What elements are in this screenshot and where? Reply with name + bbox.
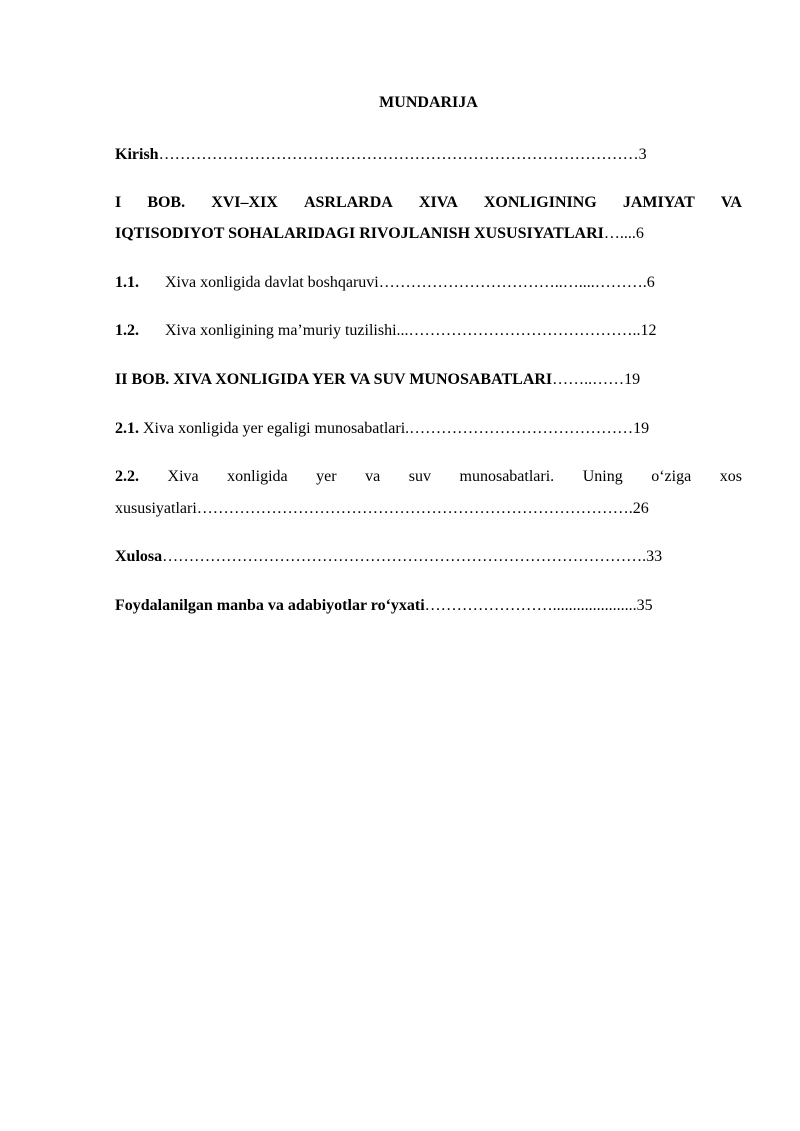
toc-section-number: 1.1. — [115, 274, 139, 291]
toc-word: BOB. — [147, 194, 186, 211]
toc-leader: ………………………………………………………………………. — [196, 500, 633, 517]
toc-entry-2-2-line1[interactable] — [115, 467, 742, 487]
toc-word: XIVA — [418, 194, 458, 211]
toc-leader: ……..…… — [552, 371, 625, 388]
toc-word: ASRLARDA — [303, 194, 393, 211]
toc-page-number: 33 — [646, 548, 663, 565]
toc-label: xususiyatlari — [115, 500, 197, 517]
toc-word: I — [115, 194, 122, 211]
toc-page-number: 6 — [635, 225, 644, 242]
toc-section-number: 1.2. — [115, 322, 139, 339]
toc-word: Xiva — [167, 468, 199, 485]
toc-label: II BOB. XIVA XONLIGIDA YER VA SUV MUNOSABATLARI — [115, 371, 553, 388]
toc-entry-2-1[interactable] — [115, 419, 742, 439]
toc-word: munosabatlari. — [459, 468, 555, 485]
page-title: MUNDARIJA — [379, 94, 478, 111]
toc-word: XONLIGINING — [483, 194, 597, 211]
toc-page-number: 6 — [646, 274, 655, 291]
toc-leader: ….... — [603, 225, 636, 242]
toc-word: xonligida — [227, 468, 288, 485]
toc-word: xos — [719, 468, 742, 485]
toc-entry-2-2-line2[interactable] — [115, 499, 742, 519]
toc-section-number: 2.1. — [115, 420, 139, 437]
toc-word: yer — [316, 468, 337, 485]
toc-word: Uning — [582, 468, 623, 485]
toc-label: IQTISODIYOT SOHALARIDAGI RIVOJLANISH XUSUSIYATLARI — [115, 225, 604, 242]
toc-page-number: 3 — [638, 146, 647, 163]
toc-label: Kirish — [115, 146, 159, 163]
toc-page-number: 19 — [633, 420, 650, 437]
toc-word: suv — [408, 468, 431, 485]
toc-leader: …………………………………… — [409, 420, 634, 437]
toc-section-number: 2.2. — [115, 468, 139, 485]
toc-leader: ……………………………………………………………………………… — [158, 146, 639, 163]
toc-entry-xulosa[interactable] — [115, 547, 742, 567]
toc-entry-bob1-line1[interactable] — [115, 193, 742, 213]
toc-leader: ………………………………………………………………………………. — [162, 548, 647, 565]
toc-word: VA — [720, 194, 742, 211]
toc-label: Xiva xonligida davlat boshqaruvi — [165, 274, 379, 291]
toc-word: va — [365, 468, 381, 485]
toc-leader: ……………………………..…....………. — [378, 274, 647, 291]
toc-entry-bob2[interactable] — [115, 370, 742, 390]
toc-label: Foydalanilgan manba va adabiyotlar ro‘yxati — [115, 597, 425, 614]
toc-page-number: 19 — [624, 371, 641, 388]
toc-word: XVI–XIX — [211, 194, 278, 211]
toc-entry-kirish[interactable] — [115, 145, 742, 165]
toc-word: JAMIYAT — [622, 194, 695, 211]
toc-leader: …………………………………….. — [408, 322, 641, 339]
toc-leader: ……………………..................... — [424, 597, 637, 614]
toc-label: Xiva xonligida yer egaligi munosabatlari. — [143, 420, 410, 437]
toc-page-number: 26 — [632, 500, 649, 517]
toc-word: o‘ziga — [651, 468, 692, 485]
toc-page-number: 12 — [640, 322, 657, 339]
toc-entry-1-1[interactable] — [115, 273, 742, 293]
toc-label: Xiva xonligining ma’muriy tuzilishi... — [165, 322, 409, 339]
toc-entry-foydalanilgan[interactable] — [115, 596, 742, 616]
toc-label: Xulosa — [115, 548, 163, 565]
toc-page-number: 35 — [636, 597, 653, 614]
toc-entry-bob1-line2[interactable] — [115, 224, 742, 244]
toc-entry-1-2[interactable] — [115, 321, 742, 341]
